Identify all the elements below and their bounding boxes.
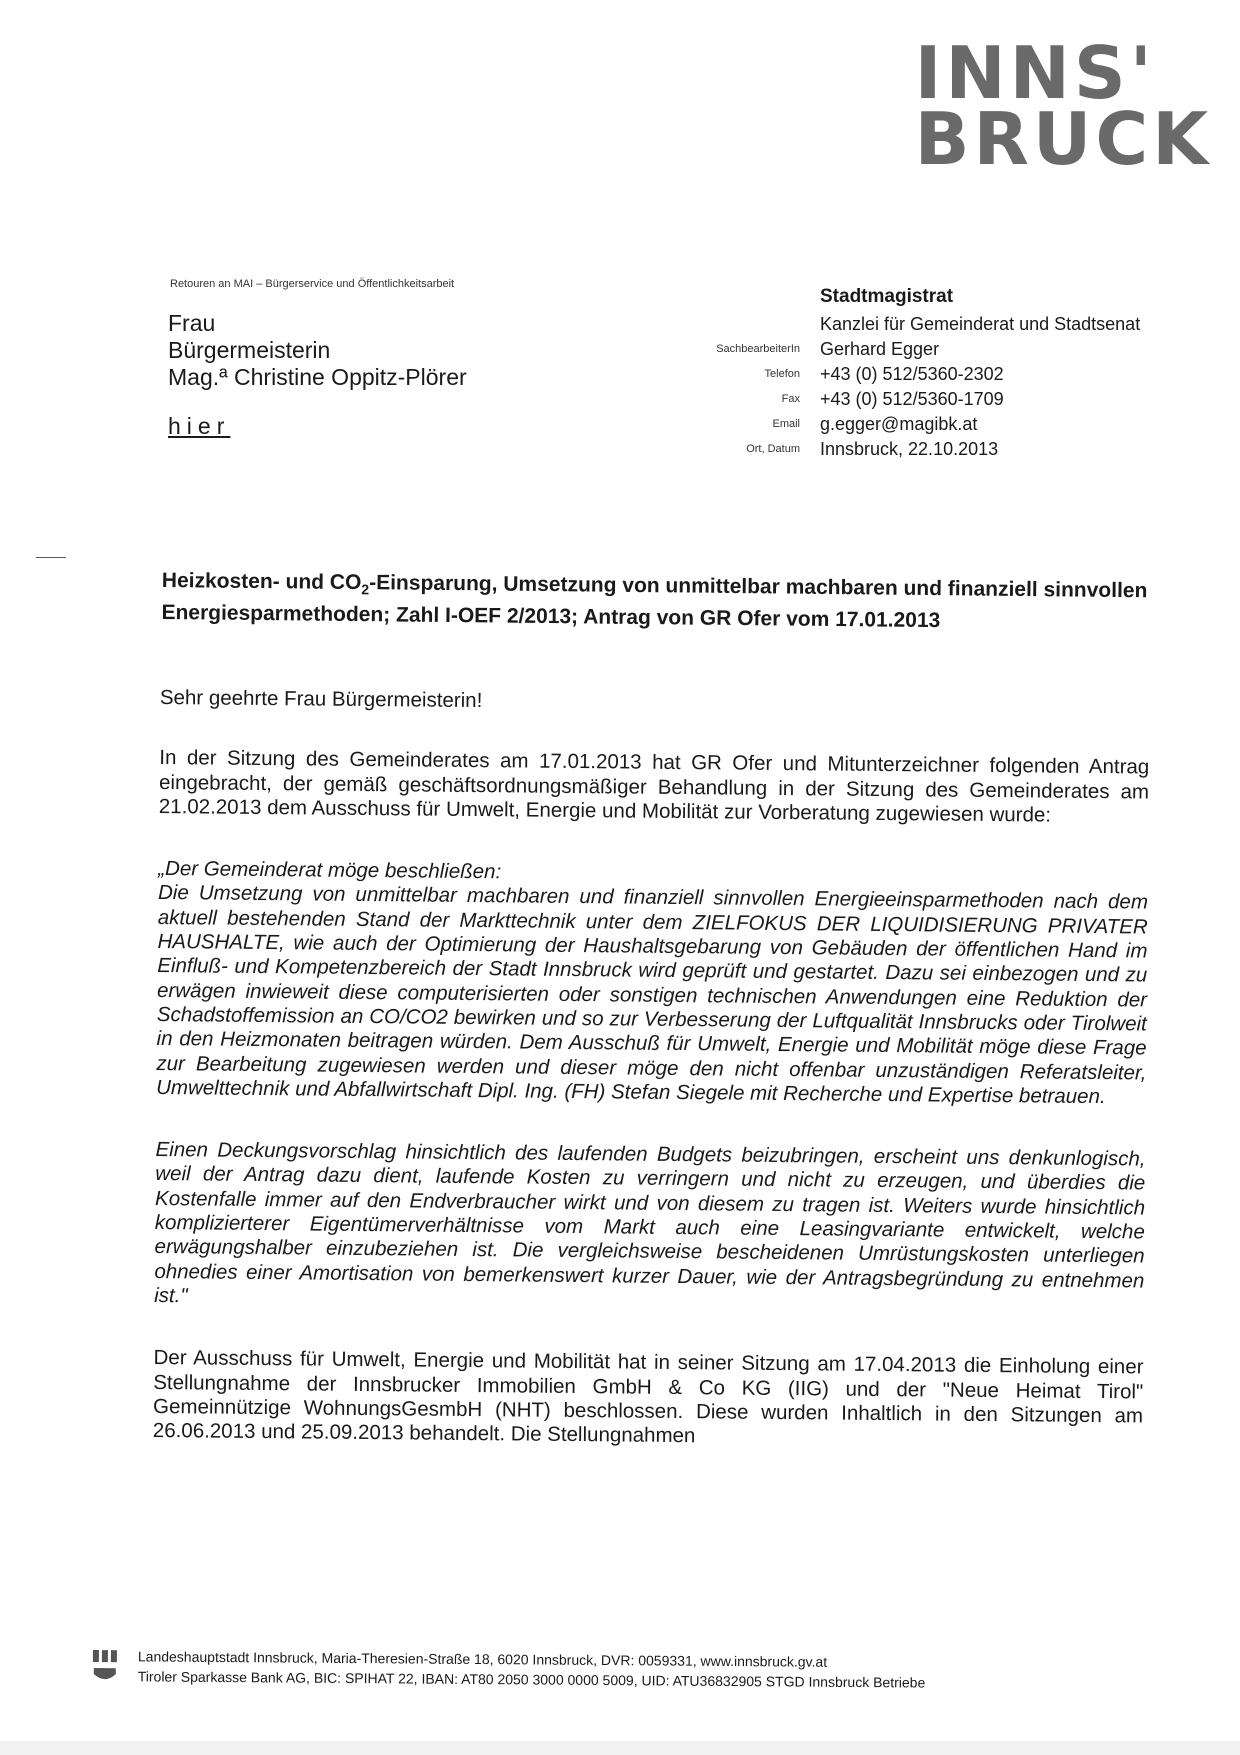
body-paragraph-2: Der Ausschuss für Umwelt, Energie und Mobilität hat in seiner Sitzung am 17.04.2013 die Einholung einer Stellungnahme der Innsbrucker Immobilien GmbH & Co KG (IIG) und der "Neue Heimat Tirol" Gemeinnützige WohnungsGesmbH (NHT) beschlossen. Diese wurden Inhaltlich in den Sitzungen am 26.06.2013 und 25.09.2013 behandelt. Die Stellungnahmen [152,1346,1144,1448]
return-address: Retouren an MAI – Bürgerservice und Öffentlichkeitsarbeit [170,278,455,290]
fold-mark [36,557,66,558]
footer-text [138,1646,1152,1694]
quote-intro: „Der Gemeinderat möge beschließen: [158,857,502,884]
recipient-salutation: Frau [168,310,216,336]
sender-label: Email [772,418,800,431]
recipient-name: Mag.ª Christine Oppitz-Plörer [168,364,467,390]
subject-subscript: 2 [361,581,370,598]
sender-row-date [640,438,998,460]
sender-row-clerk [640,338,939,360]
recipient-title: Bürgermeisterin [168,337,331,363]
quote-paragraph-2: Einen Deckungsvorschlag hinsichtlich des laufenden Budgets beizubringen, erscheint uns denkunlogisch, weil der Antrag dazu dient, laufende Kosten zu verringern und nicht zu erzeugen, und überdies die Kostenfalle immer auf den Endverbraucher wirkt und von diesem zu tragen ist. Weiters wurde hinsichtlich komplizierterer Eigentümerverhältnisse vom Markt auch eine Leasingvariante entwickelt, welche erwägungshalber einzubeziehen ist. Die vergleichsweise bescheidenen Umrüstungskosten unterliegen ohnedies einer Amortisation von bemerkenswert kurzer Dauer, wie der Antragsbegründung zu entnehmen ist." [154,1138,1146,1308]
letter-subject [161,568,1152,637]
logo-line-2: BRUCK [914,97,1212,181]
letter-body [153,686,1150,1453]
subject-part-1: Heizkosten- und CO [161,568,362,595]
recipient-location: hier [168,413,231,439]
innsbruck-logo [914,31,1212,181]
sender-row-fax [640,388,1004,410]
sender-value: Innsbruck, 22.10.2013 [820,438,999,459]
sender-label: Ort, Datum [746,443,800,456]
scan-edge [0,1741,1240,1755]
letter-footer [92,1646,1152,1694]
logo-line-1: INNS' [914,31,1156,115]
sender-label: SachbearbeiterIn [716,343,800,356]
subject-part-2: -Einsparung, Umsetzung von unmittelbar machbaren und finanziell sinnvollen Energiesparmethoden; Zahl I-OEF 2/2013; Antrag von GR Ofer vom 17.01.2013 [161,571,1148,633]
sender-row-email [640,413,977,435]
sender-value: Gerhard Egger [820,338,940,359]
sender-org: Stadtmagistrat [820,286,954,307]
sender-row-phone [640,363,1004,385]
body-salutation: Sehr geehrte Frau Bürgermeisterin! [159,686,483,713]
footer-bank: Tiroler Sparkasse Bank AG, BIC: SPIHAT 22, IBAN: AT80 2050 3000 0000 5009, UID: ATU36832905 STGD Innsbruck Betriebe [137,1668,926,1691]
sender-value: +43 (0) 512/5360-2302 [820,363,1004,384]
city-emblem-icon [92,1648,118,1684]
quote-paragraph-1: Die Umsetzung von unmittelbar machbaren und finanziell sinnvollen Energieeinsparmethoden nach dem aktuell bestehenden Stand der Markttechnik unter dem ZIELFOKUS DER LIQUIDISIERUNG PRIVATER HAUSHALTE, wie auch der Optimierung der Haushaltsgebarung von Gebäuden der öffentlichen Hand im Einfluß- und Kompetenzbereich der Stadt Innsbruck wird geprüft und gestartet. Dazu sei einbezogen und zu erwägen inwieweit diese computerisierten oder sonstigen technischen Anwendungen eine Reduktion der Schadstoffemission an CO/CO2 bewirken und so zur Verbesserung der Luftqualität Innsbrucks oder Tirolweit in den Heizmonaten beitragen würden. Dem Ausschuß für Umwelt, Energie und Mobilität möge diese Frage zur Bearbeitung zugewiesen werden und dieser möge den nicht offenbar unzuständigen Referatsleiter, Umwelttechnik und Abfallwirtschaft Dipl. Ing. (FH) Stefan Siegele mit Recherche und Expertise betrauen. [156,881,1149,1108]
sender-label: Fax [781,393,800,406]
sender-department: Kanzlei für Gemeinderat und Stadtsenat [820,314,1141,334]
sender-value: +43 (0) 512/5360-1709 [820,388,1004,409]
body-paragraph-1: In der Sitzung des Gemeinderates am 17.01.2013 hat GR Ofer und Mitunterzeichner folgenden Antrag eingebracht, der gemäß geschäftsordnungsmäßiger Behandlung in der Sitzung des Gemeinderates am 21.02.2013 dem Ausschuss für Umwelt, Energie und Mobilität zur Vorberatung zugewiesen wurde: [158,746,1150,827]
sender-label: Telefon [764,368,800,381]
footer-address: Landeshauptstadt Innsbruck, Maria-Theresien-Straße 18, 6020 Innsbruck, DVR: 0059331, www.innsbruck.gv.at [137,1648,828,1670]
sender-value: g.egger@magibk.at [820,413,978,434]
recipient-block [168,310,467,440]
